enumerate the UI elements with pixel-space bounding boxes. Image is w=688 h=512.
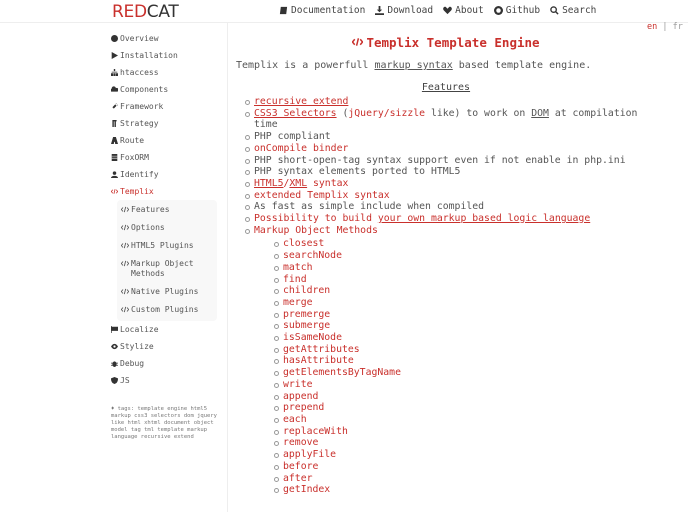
lang-separator: | [662,22,668,32]
list-item [244,96,656,108]
nav-label: Github [505,5,541,16]
nav-label: Download [387,5,434,16]
subnav-label: Markup Object Methods [131,259,194,278]
flag-icon [111,326,118,333]
text: onCompile binder [254,142,349,154]
text: / [283,177,290,189]
sidebar-item-route[interactable] [108,132,228,149]
subnav-label: Options [131,223,165,232]
nav-label: Documentation [291,5,366,16]
method-item[interactable]: closest [273,238,656,250]
method-item[interactable]: match [273,262,656,274]
subnav-markup-object-methods[interactable] [117,255,217,283]
download-icon [375,6,384,15]
search-icon [550,6,559,15]
subnav-label: Native Plugins [131,287,199,296]
method-item[interactable]: after [273,473,656,485]
brand-dark: CAT [146,2,179,22]
list-item: PHP syntax elements ported to HTML5 [244,166,656,178]
subnav-features[interactable] [117,201,217,219]
intro-text: based template engine. [452,60,592,71]
lang-fr[interactable]: fr [672,22,683,32]
heart-icon [443,6,452,15]
sidebar-label: Identify [120,170,159,179]
sidebar-label: Debug [120,359,145,368]
subnav-native-plugins[interactable] [117,283,217,301]
method-item[interactable]: each [273,414,656,426]
sidebar-label: Installation [120,51,178,60]
html5-link[interactable]: HTML5 [254,177,284,189]
method-item[interactable]: isSameNode [273,332,656,344]
method-item[interactable]: find [273,274,656,286]
code-icon [121,224,129,231]
sidebar-item-stylize[interactable] [108,338,228,355]
features-heading: Features [421,82,471,93]
road-icon [111,137,118,144]
list-item [244,143,656,155]
intro-text: Templix is a powerfull [236,60,375,71]
code-icon [121,288,129,295]
top-navbar [0,0,688,23]
method-item[interactable]: submerge [273,320,656,332]
play-icon [111,52,118,59]
paragraph-icon [111,120,118,127]
sidebar-label: Components [120,85,169,94]
sidebar-label: Templix [120,187,154,196]
features-list [236,96,656,496]
sidebar-item-overview[interactable] [108,30,228,47]
subnav-html5-plugins[interactable] [117,237,217,255]
sidebar-label: Strategy [120,119,159,128]
tags-text: tags: template engine html5 markup css3 selectors dom jquery like html xhtml document object model tag tml template markup language recursive extend [111,406,217,440]
templix-subnav [117,200,217,321]
sidebar-label: Route [120,136,145,145]
text: at compilation time [254,107,638,131]
list-item [244,225,656,496]
text: syntax [307,177,349,189]
shield-icon [111,377,118,384]
cloud-icon [111,86,118,93]
subnav-label: Custom Plugins [131,305,199,314]
globe-icon [111,35,118,42]
method-item[interactable]: merge [273,297,656,309]
method-item[interactable]: premerge [273,309,656,321]
code-icon [121,306,129,313]
method-item[interactable]: before [273,461,656,473]
lang-en[interactable]: en [647,22,658,32]
list-item [244,190,656,202]
dom-link[interactable]: DOM [531,107,549,119]
subnav-options[interactable] [117,219,217,237]
tags-block [111,406,219,441]
method-item[interactable]: getElementsByTagName [273,367,656,379]
title-text: Templix Template Engine [366,34,540,50]
sidebar-label: Framework [120,102,164,111]
bug-icon [111,360,118,367]
list-item [244,213,656,225]
method-item[interactable]: hasAttribute [273,355,656,367]
list-item: As fast as simple include when compiled [244,201,656,213]
main-content [236,30,656,496]
markup-syntax-link[interactable]: markup syntax [374,60,453,71]
list-item: PHP short-open-tag syntax support even if not enable in php.ini [244,155,656,167]
list-item [244,178,656,190]
method-item[interactable]: write [273,379,656,391]
list-item [244,108,656,131]
code-icon [121,206,129,213]
sidebar-label: htaccess [120,68,159,77]
sidebar-label: FoxORM [120,153,149,162]
method-item[interactable]: searchNode [273,250,656,262]
text: jQuery/sizzle [348,107,426,119]
nav-label: About [455,5,484,16]
sidebar-item-debug[interactable] [108,355,228,372]
eye-icon [111,343,118,350]
code-icon [111,188,118,195]
recursive-extend-link[interactable]: recursive extend [254,96,349,107]
plug-icon [111,103,118,110]
sitemap-icon [111,69,118,76]
method-item[interactable]: remove [273,437,656,449]
method-item[interactable]: replaceWith [273,426,656,438]
github-icon [494,6,503,15]
sidebar-item-identify[interactable] [108,166,228,183]
method-item[interactable]: getAttributes [273,344,656,356]
nav-about[interactable] [443,5,484,16]
method-item[interactable]: getIndex [273,484,656,496]
sidebar-item-framework[interactable] [108,98,228,115]
sidebar-item-localize[interactable] [108,321,228,338]
list-item: PHP compliant [244,131,656,143]
nav-github[interactable] [494,5,540,16]
sidebar-item-installation[interactable] [108,47,228,64]
nav-download[interactable] [375,5,433,16]
method-item[interactable]: append [273,391,656,403]
code-icon [121,242,129,249]
text: Possibility to build [254,213,378,225]
text: extended Templix syntax [254,189,390,201]
xml-link[interactable]: XML [289,177,308,189]
sidebar-label: Stylize [120,342,154,351]
sidebar-item-templix[interactable] [108,183,228,200]
sidebar-label: JS [120,376,130,385]
code-icon [352,37,363,47]
subnav-custom-plugins[interactable] [117,301,217,319]
page-title [236,33,656,51]
database-icon [111,154,118,161]
sidebar-item-js[interactable] [108,372,228,389]
sidebar-item-components[interactable] [108,81,228,98]
text: like) to work on [425,107,532,119]
sidebar [108,30,228,389]
nav-documentation[interactable] [279,5,365,16]
nav-search[interactable] [550,5,596,16]
css3-selectors-link[interactable]: CSS3 Selectors [254,107,337,119]
own-markup-logic-link[interactable]: your own markup based logic language [377,213,591,225]
sidebar-label: Overview [120,34,159,43]
intro-paragraph [236,60,656,71]
sidebar-item-strategy[interactable] [108,115,228,132]
method-item[interactable]: prepend [273,402,656,414]
book-icon [279,6,288,15]
sidebar-item-htaccess[interactable] [108,64,228,81]
subnav-label: HTML5 Plugins [131,241,194,250]
method-item[interactable]: applyFile [273,449,656,461]
brand-logo[interactable] [112,2,178,22]
subnav-label: Features [131,205,170,214]
brand-red: RED [112,2,147,22]
method-item[interactable]: children [273,285,656,297]
user-icon [111,171,118,178]
nav-label: Search [562,5,597,16]
methods-list [254,238,656,495]
sidebar-item-foxorm[interactable] [108,149,228,166]
main-nav [279,5,596,16]
sidebar-label: Localize [120,325,159,334]
text: ( [336,107,349,119]
tag-icon: ♦ [111,406,115,412]
text: Markup Object Methods [254,224,378,236]
